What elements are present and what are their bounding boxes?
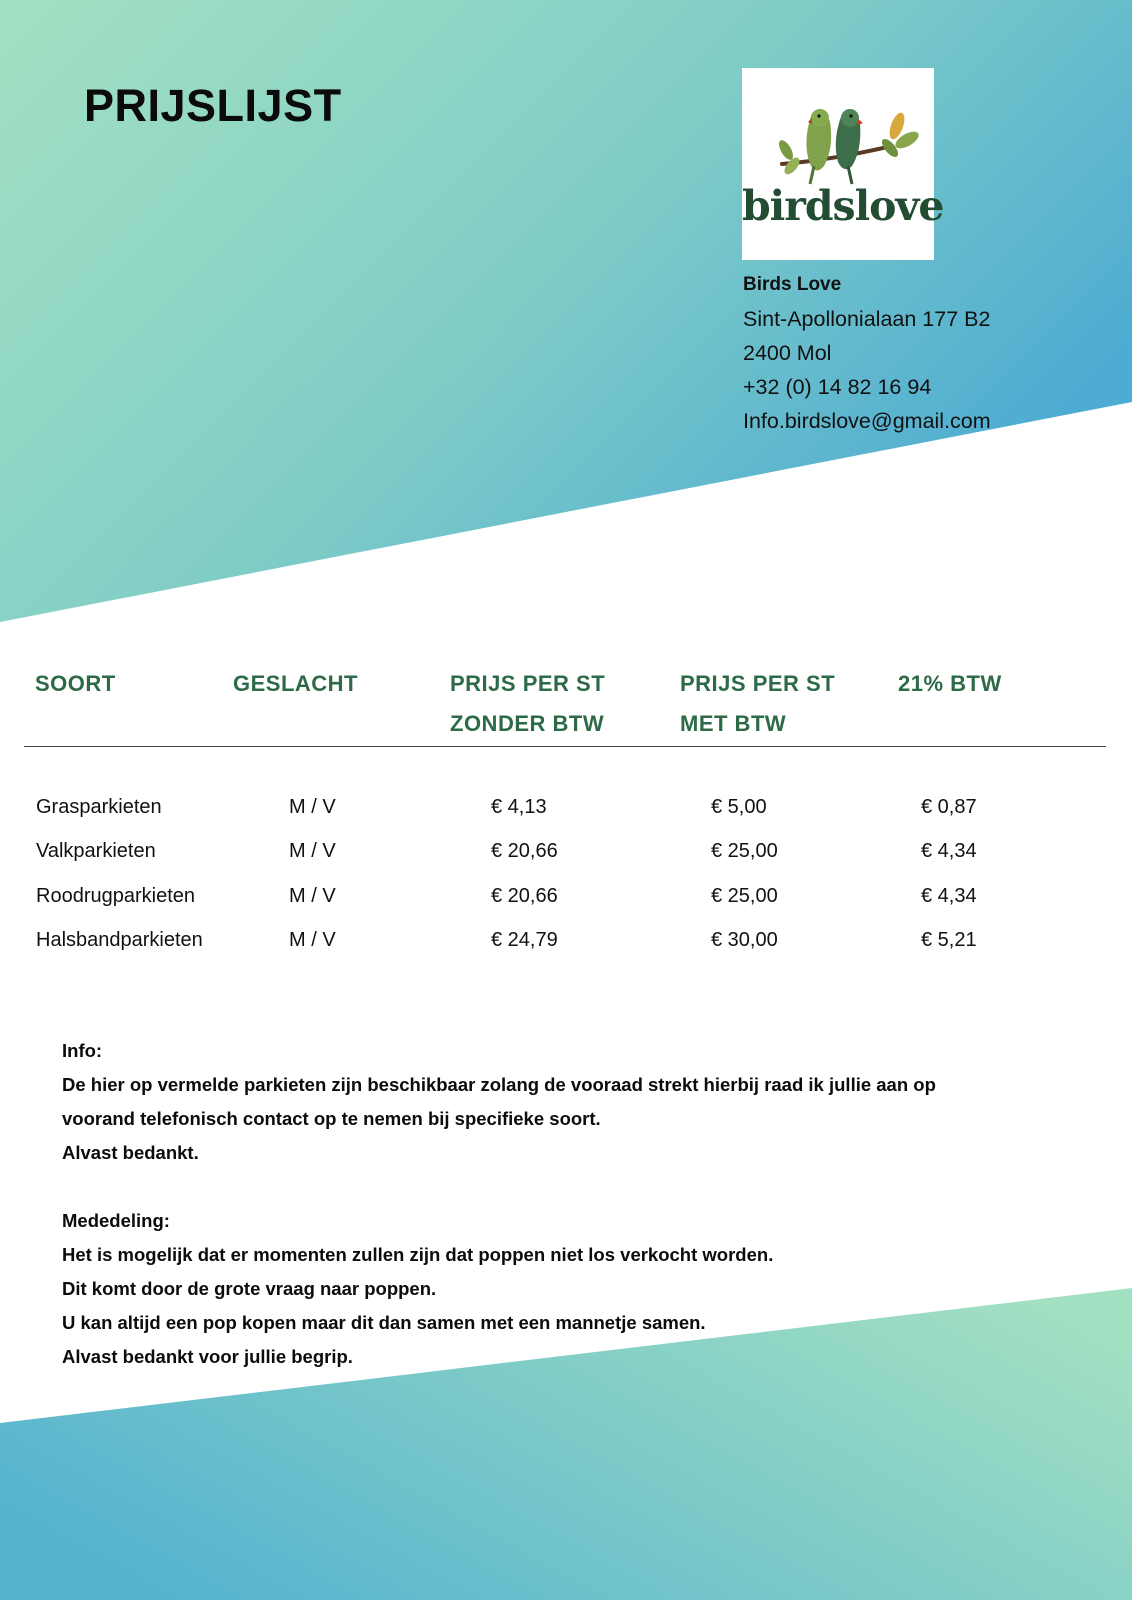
company-phone: +32 (0) 14 82 16 94 bbox=[743, 375, 932, 399]
company-address-block bbox=[743, 268, 991, 438]
cell-geslacht: M / V bbox=[289, 840, 336, 862]
header-prijs-met-line2: MET BTW bbox=[680, 711, 787, 736]
header-prijs-zonder-line1: PRIJS PER ST bbox=[450, 671, 606, 696]
cell-prijs-met-btw: € 30,00 bbox=[711, 929, 778, 951]
cell-prijs-met-btw: € 25,00 bbox=[711, 885, 778, 907]
table-row bbox=[0, 885, 1132, 925]
cell-prijs-zonder-btw: € 4,13 bbox=[491, 796, 547, 818]
table-row bbox=[0, 840, 1132, 880]
table-row bbox=[0, 929, 1132, 969]
cell-prijs-met-btw: € 25,00 bbox=[711, 840, 778, 862]
company-logo bbox=[742, 68, 944, 260]
header-prijs-met-line1: PRIJS PER ST bbox=[680, 671, 836, 696]
logo-wordmark: birdslove bbox=[742, 182, 944, 230]
page-title: PRIJSLIJST bbox=[84, 80, 342, 131]
cell-btw: € 4,34 bbox=[921, 885, 977, 907]
header-btw bbox=[898, 664, 1002, 704]
company-email: Info.birdslove@gmail.com bbox=[743, 409, 991, 433]
notice-label: Mededeling: bbox=[62, 1210, 170, 1231]
cell-btw: € 0,87 bbox=[921, 796, 977, 818]
cell-btw: € 4,34 bbox=[921, 840, 977, 862]
header-soort-line1: SOORT bbox=[35, 671, 116, 696]
notice-line: Alvast bedankt voor jullie begrip. bbox=[62, 1346, 353, 1367]
notice-line: U kan altijd een pop kopen maar dit dan samen met een mannetje samen. bbox=[62, 1312, 706, 1333]
parrots-icon bbox=[742, 68, 944, 260]
info-section bbox=[62, 1034, 1102, 1374]
spacer bbox=[62, 1170, 1102, 1204]
cell-soort: Halsbandparkieten bbox=[36, 929, 203, 951]
table-row bbox=[0, 796, 1132, 836]
cell-soort: Grasparkieten bbox=[36, 796, 162, 818]
cell-soort: Valkparkieten bbox=[36, 840, 156, 862]
cell-prijs-zonder-btw: € 24,79 bbox=[491, 929, 558, 951]
cell-prijs-zonder-btw: € 20,66 bbox=[491, 885, 558, 907]
header-prijs-met-btw bbox=[680, 664, 835, 744]
cell-geslacht: M / V bbox=[289, 796, 336, 818]
header-prijs-zonder-btw bbox=[450, 664, 605, 744]
info-line: De hier op vermelde parkieten zijn beschikbaar zolang de vooraad strekt hierbij raad ik jullie aan op bbox=[62, 1074, 936, 1095]
cell-geslacht: M / V bbox=[289, 885, 336, 907]
company-name: Birds Love bbox=[743, 274, 842, 295]
info-line: Alvast bedankt. bbox=[62, 1142, 199, 1163]
info-label: Info: bbox=[62, 1040, 103, 1061]
header-btw-line1: 21% BTW bbox=[898, 671, 1002, 696]
cell-soort: Roodrugparkieten bbox=[36, 885, 195, 907]
cell-prijs-met-btw: € 5,00 bbox=[711, 796, 767, 818]
info-line: voorand telefonisch contact op te nemen bij specifieke soort. bbox=[62, 1108, 601, 1129]
header-soort bbox=[35, 664, 116, 704]
header-geslacht bbox=[233, 664, 358, 704]
cell-prijs-zonder-btw: € 20,66 bbox=[491, 840, 558, 862]
cell-btw: € 5,21 bbox=[921, 929, 977, 951]
notice-line: Dit komt door de grote vraag naar poppen. bbox=[62, 1278, 437, 1299]
company-city: 2400 Mol bbox=[743, 341, 832, 365]
notice-line: Het is mogelijk dat er momenten zullen zijn dat poppen niet los verkocht worden. bbox=[62, 1244, 774, 1265]
table-header-divider bbox=[24, 746, 1106, 747]
header-geslacht-line1: GESLACHT bbox=[233, 671, 358, 696]
header-prijs-zonder-line2: ZONDER BTW bbox=[450, 711, 605, 736]
company-street: Sint-Apollonialaan 177 B2 bbox=[743, 307, 991, 331]
cell-geslacht: M / V bbox=[289, 929, 336, 951]
